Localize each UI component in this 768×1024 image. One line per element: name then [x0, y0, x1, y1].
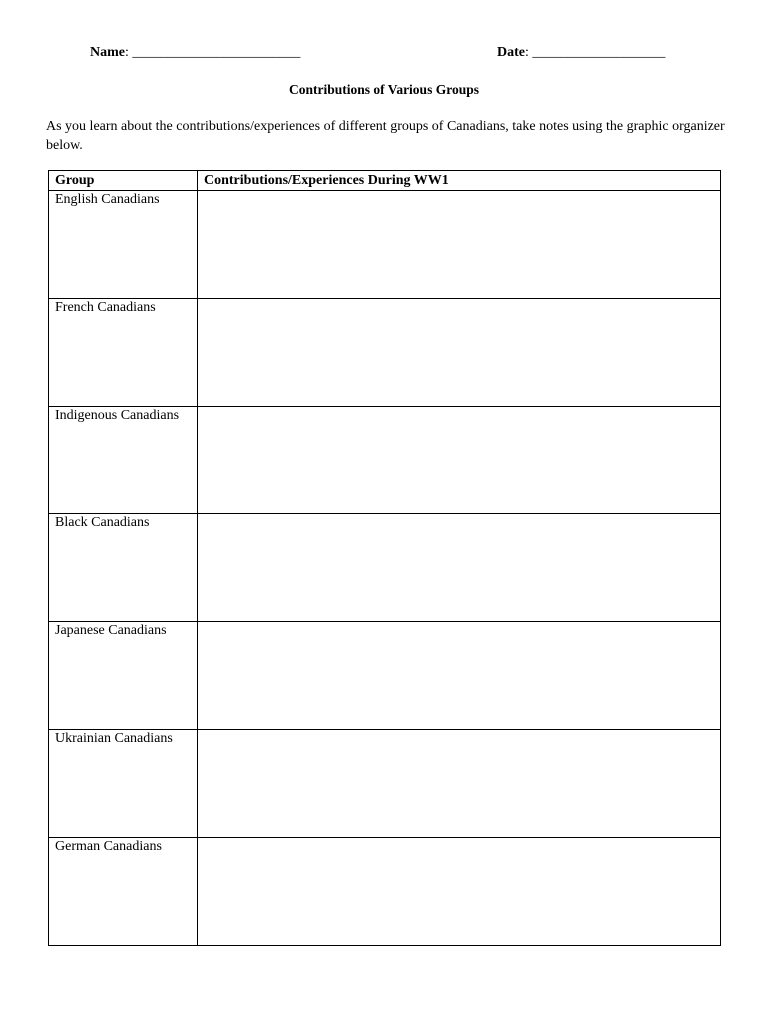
- table-row: [49, 729, 721, 837]
- notes-cell[interactable]: [198, 837, 721, 945]
- group-cell: German Canadians: [49, 837, 198, 945]
- table-row: [49, 298, 721, 406]
- notes-cell[interactable]: [198, 298, 721, 406]
- table-header-row: [49, 171, 721, 191]
- column-header-group: Group: [49, 171, 198, 191]
- notes-cell[interactable]: [198, 729, 721, 837]
- date-label: Date: [497, 45, 525, 60]
- name-line: [90, 45, 300, 61]
- table-row: [49, 837, 721, 945]
- group-cell: Indigenous Canadians: [49, 406, 198, 514]
- group-cell: Japanese Canadians: [49, 622, 198, 730]
- group-cell: English Canadians: [49, 191, 198, 299]
- column-header-contributions: Contributions/Experiences During WW1: [198, 171, 721, 191]
- name-field[interactable]: : ________________________: [125, 45, 301, 60]
- table-row: [49, 514, 721, 622]
- notes-cell[interactable]: [198, 622, 721, 730]
- group-cell: Black Canadians: [49, 514, 198, 622]
- instructions-text: As you learn about the contributions/experiences of different groups of Canadians, take notes using the graphic organizer below.: [46, 119, 725, 153]
- date-field[interactable]: : ___________________: [525, 45, 666, 60]
- table-row: [49, 191, 721, 299]
- document-title: Contributions of Various Groups: [289, 82, 479, 97]
- date-line: [497, 45, 665, 61]
- group-cell: French Canadians: [49, 298, 198, 406]
- group-cell: Ukrainian Canadians: [49, 729, 198, 837]
- notes-cell[interactable]: [198, 514, 721, 622]
- graphic-organizer-table: [48, 170, 721, 946]
- notes-cell[interactable]: [198, 191, 721, 299]
- table-row: [49, 622, 721, 730]
- name-label: Name: [90, 45, 125, 60]
- notes-cell[interactable]: [198, 406, 721, 514]
- table-row: [49, 406, 721, 514]
